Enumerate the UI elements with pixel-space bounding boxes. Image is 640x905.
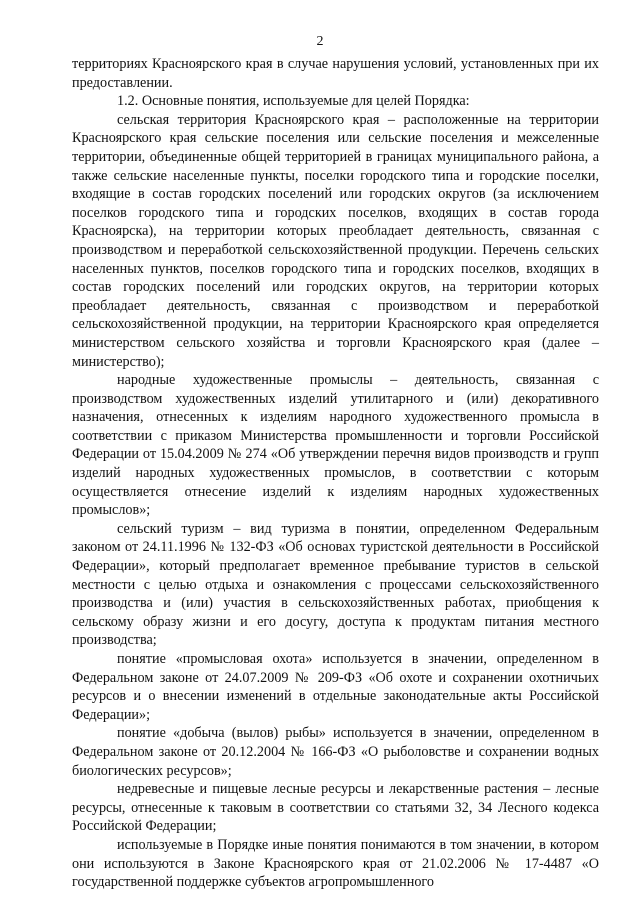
definition-fishing: понятие «добыча (вылов) рыбы» используется в значении, определенном в Федеральном законе от 20.12.2004 № 166-ФЗ «О рыболовстве и сохранении водных биологических ресурсов»; xyxy=(72,725,599,779)
section-heading-1-2: 1.2. Основные понятия, используемые для целей Порядка: xyxy=(117,93,470,110)
page-number: 2 xyxy=(316,34,324,49)
definition-rural-tourism: сельский туризм – вид туризма в понятии, определенном Федеральным законом от 24.11.1996 № 132-ФЗ «Об основах туристской деятельности в Российской Федерации», который предполагает временное пребывание туристов в сельской местности с целью отдыха и ознакомления с процессами сельскохозяйственного производства и (или) участия в сельскохозяйственных работах, приобщения к сельскому образу жизни и его досугу, доступа к продуктам питания местного производства; xyxy=(72,520,599,649)
definition-folk-crafts: народные художественные промыслы – деятельность, связанная с производством художественных изделий утилитарного и (или) декоративного назначения, отнесенных к изделиям народного художественного промысла в соответствии с приказом Министерства промышленности и торговли Российской Федерации от 15.04.2009 № 274 «Об утверждении перечня видов производств и групп изделий народных художественных промыслов, в соответствии с которым осуществляется отнесение изделий к изделиям народных художественных промыслов»; xyxy=(72,372,599,519)
definition-other-terms: используемые в Порядке иные понятия понимаются в том значении, в котором они используются в Законе Красноярского края от 21.02.2006 № 17-4487 «О государственной поддержке субъектов агропромышленного xyxy=(72,836,599,891)
paragraph-continuation: территориях Красноярского края в случае нарушения условий, установленных при их предоставлении. xyxy=(72,56,599,91)
definition-rural-territory: сельская территория Красноярского края – расположенные на территории Красноярского края сельские поселения или сельские поселения и межселенные территории, объединенные общей территорией в границах муниципального района, а также сельские населенные пункты, поселки городского типа и городские поселки, входящие в состав городских поселений или городских округов (за исключением поселков городского типа и городских поселков, входящих в состав города Красноярска), на территории которых преобладает деятельность, связанная с производством и переработкой сельскохозяйственной продукции. Перечень сельских населенных пунктов, поселков городского типа и городских поселков, входящих в состав городских поселений или городских округов, на территории которых преобладает деятельность, связанная с производством и переработкой сельскохозяйственной продукции, на территории Красноярского края определяется министерством сельского хозяйства и торговли Красноярского края (далее – министерство); xyxy=(72,111,599,370)
definition-commercial-hunting: понятие «промысловая охота» используется в значении, определенном в Федеральном законе от 24.07.2009 № 209-ФЗ «Об охоте и сохранении охотничьих ресурсов и о внесении изменений в отдельные законодательные акты Российской Федерации»; xyxy=(72,651,599,723)
definition-forest-resources: недревесные и пищевые лесные ресурсы и лекарственные растения – лесные ресурсы, отнесенные к таковым в соответствии со статьями 32, 34 Лесного кодекса Российской Федерации; xyxy=(72,781,599,835)
document-body xyxy=(72,55,599,892)
